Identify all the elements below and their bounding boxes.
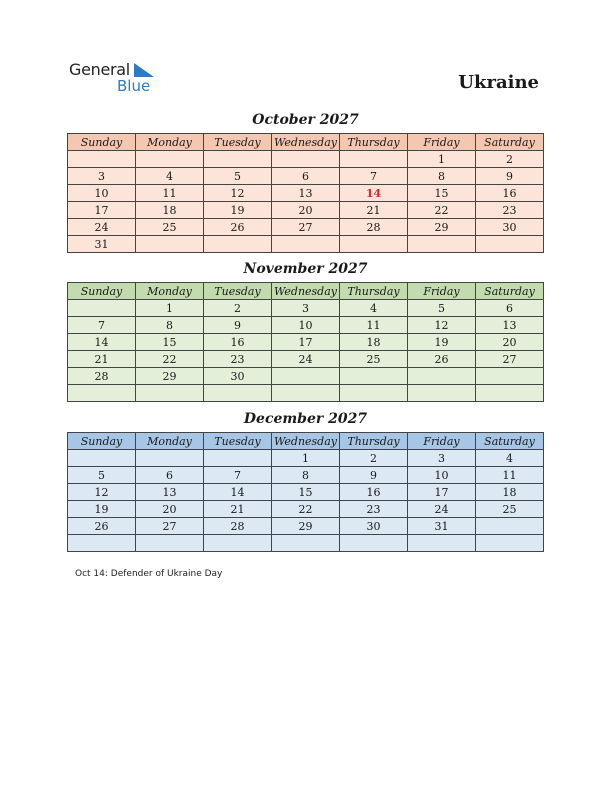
day-cell: 9 [340, 467, 408, 484]
empty-day-cell [340, 368, 408, 385]
empty-day-cell [340, 535, 408, 552]
day-cell: 18 [476, 484, 544, 501]
day-cell: 22 [272, 501, 340, 518]
country-title: Ukraine [458, 72, 539, 93]
day-cell: 4 [476, 450, 544, 467]
empty-day-cell [476, 518, 544, 535]
day-cell: 25 [340, 351, 408, 368]
month-title-october: October 2027 [252, 112, 359, 128]
logo-text-blue: Blue [117, 77, 151, 95]
empty-day-cell [68, 151, 136, 168]
weekday-header-wednesday: Wednesday [272, 134, 340, 151]
day-cell: 7 [340, 168, 408, 185]
day-cell: 8 [272, 467, 340, 484]
empty-day-cell [204, 535, 272, 552]
day-cell: 6 [136, 467, 204, 484]
weekday-header-tuesday: Tuesday [204, 283, 272, 300]
month-title-november: November 2027 [243, 261, 368, 277]
day-cell: 16 [476, 185, 544, 202]
logo-text-general: General [69, 60, 130, 79]
empty-day-cell [136, 535, 204, 552]
weekday-header-sunday: Sunday [68, 433, 136, 450]
empty-day-cell [272, 236, 340, 253]
day-cell: 4 [340, 300, 408, 317]
calendar-december [67, 432, 544, 552]
day-cell: 17 [68, 202, 136, 219]
empty-day-cell [68, 535, 136, 552]
weekday-header-saturday: Saturday [476, 283, 544, 300]
day-cell: 2 [476, 151, 544, 168]
empty-day-cell [340, 236, 408, 253]
empty-day-cell [272, 368, 340, 385]
day-cell: 7 [68, 317, 136, 334]
day-cell: 2 [340, 450, 408, 467]
day-cell: 5 [204, 168, 272, 185]
day-cell: 28 [340, 219, 408, 236]
day-cell: 20 [136, 501, 204, 518]
weekday-header-monday: Monday [136, 134, 204, 151]
day-cell: 12 [408, 317, 476, 334]
day-cell: 11 [476, 467, 544, 484]
day-cell: 1 [136, 300, 204, 317]
weekday-header-thursday: Thursday [340, 134, 408, 151]
day-cell: 6 [272, 168, 340, 185]
weekday-header-wednesday: Wednesday [272, 433, 340, 450]
week-row [68, 501, 544, 518]
day-cell: 5 [408, 300, 476, 317]
day-cell: 19 [68, 501, 136, 518]
empty-day-cell [408, 236, 476, 253]
day-cell: 17 [272, 334, 340, 351]
day-cell: 9 [476, 168, 544, 185]
day-cell: 13 [476, 317, 544, 334]
day-cell: 27 [136, 518, 204, 535]
day-cell: 17 [408, 484, 476, 501]
day-cell: 15 [408, 185, 476, 202]
weekday-header-tuesday: Tuesday [204, 433, 272, 450]
empty-day-cell [340, 385, 408, 402]
day-cell: 18 [136, 202, 204, 219]
day-cell: 15 [136, 334, 204, 351]
empty-day-cell [136, 236, 204, 253]
day-cell: 22 [136, 351, 204, 368]
day-cell: 12 [204, 185, 272, 202]
day-cell: 30 [340, 518, 408, 535]
empty-day-cell [408, 535, 476, 552]
weekday-header-wednesday: Wednesday [272, 283, 340, 300]
empty-day-cell [68, 300, 136, 317]
day-cell: 12 [68, 484, 136, 501]
day-cell: 11 [340, 317, 408, 334]
empty-day-cell [136, 151, 204, 168]
week-row [68, 518, 544, 535]
weekday-header-row [68, 433, 544, 450]
holiday-day-cell: 14 [340, 185, 408, 202]
month-title-december: December 2027 [243, 411, 368, 427]
day-cell: 23 [340, 501, 408, 518]
empty-day-cell [476, 368, 544, 385]
empty-day-cell [204, 450, 272, 467]
weekday-header-row [68, 134, 544, 151]
empty-day-cell [136, 385, 204, 402]
day-cell: 29 [408, 219, 476, 236]
day-cell: 31 [68, 236, 136, 253]
week-row [68, 236, 544, 253]
weekday-header-thursday: Thursday [340, 433, 408, 450]
weekday-header-tuesday: Tuesday [204, 134, 272, 151]
empty-day-cell [476, 535, 544, 552]
empty-day-cell [204, 236, 272, 253]
day-cell: 15 [272, 484, 340, 501]
day-cell: 18 [340, 334, 408, 351]
week-row [68, 168, 544, 185]
weekday-header-sunday: Sunday [68, 283, 136, 300]
empty-day-cell [408, 385, 476, 402]
day-cell: 10 [408, 467, 476, 484]
holiday-note: Oct 14: Defender of Ukraine Day [75, 569, 223, 579]
weekday-header-monday: Monday [136, 283, 204, 300]
weekday-header-sunday: Sunday [68, 134, 136, 151]
day-cell: 2 [204, 300, 272, 317]
weekday-header-row [68, 283, 544, 300]
calendar-october [67, 133, 544, 253]
weekday-header-friday: Friday [408, 283, 476, 300]
day-cell: 8 [136, 317, 204, 334]
day-cell: 8 [408, 168, 476, 185]
day-cell: 21 [68, 351, 136, 368]
day-cell: 25 [476, 501, 544, 518]
day-cell: 9 [204, 317, 272, 334]
empty-day-cell [476, 385, 544, 402]
day-cell: 4 [136, 168, 204, 185]
day-cell: 13 [272, 185, 340, 202]
empty-day-cell [272, 385, 340, 402]
week-row [68, 368, 544, 385]
day-cell: 24 [408, 501, 476, 518]
day-cell: 3 [408, 450, 476, 467]
logo [69, 60, 159, 96]
day-cell: 28 [68, 368, 136, 385]
day-cell: 28 [204, 518, 272, 535]
day-cell: 1 [408, 151, 476, 168]
week-row [68, 185, 544, 202]
day-cell: 24 [68, 219, 136, 236]
day-cell: 27 [476, 351, 544, 368]
logo-triangle-icon [134, 63, 154, 77]
empty-day-cell [476, 236, 544, 253]
day-cell: 16 [340, 484, 408, 501]
day-cell: 20 [272, 202, 340, 219]
day-cell: 23 [204, 351, 272, 368]
day-cell: 3 [272, 300, 340, 317]
week-row [68, 300, 544, 317]
empty-day-cell [136, 450, 204, 467]
day-cell: 11 [136, 185, 204, 202]
day-cell: 26 [408, 351, 476, 368]
day-cell: 3 [68, 168, 136, 185]
week-row [68, 535, 544, 552]
weekday-header-monday: Monday [136, 433, 204, 450]
empty-day-cell [68, 450, 136, 467]
empty-day-cell [204, 385, 272, 402]
weekday-header-saturday: Saturday [476, 433, 544, 450]
day-cell: 21 [204, 501, 272, 518]
day-cell: 19 [408, 334, 476, 351]
empty-day-cell [340, 151, 408, 168]
day-cell: 20 [476, 334, 544, 351]
week-row [68, 385, 544, 402]
day-cell: 14 [68, 334, 136, 351]
day-cell: 10 [68, 185, 136, 202]
day-cell: 30 [204, 368, 272, 385]
day-cell: 23 [476, 202, 544, 219]
day-cell: 26 [68, 518, 136, 535]
empty-day-cell [68, 385, 136, 402]
day-cell: 14 [204, 484, 272, 501]
day-cell: 30 [476, 219, 544, 236]
day-cell: 25 [136, 219, 204, 236]
week-row [68, 151, 544, 168]
day-cell: 10 [272, 317, 340, 334]
day-cell: 29 [136, 368, 204, 385]
day-cell: 27 [272, 219, 340, 236]
day-cell: 21 [340, 202, 408, 219]
weekday-header-saturday: Saturday [476, 134, 544, 151]
day-cell: 16 [204, 334, 272, 351]
week-row [68, 351, 544, 368]
empty-day-cell [272, 151, 340, 168]
day-cell: 26 [204, 219, 272, 236]
weekday-header-friday: Friday [408, 134, 476, 151]
week-row [68, 202, 544, 219]
day-cell: 13 [136, 484, 204, 501]
week-row [68, 484, 544, 501]
day-cell: 7 [204, 467, 272, 484]
week-row [68, 334, 544, 351]
empty-day-cell [204, 151, 272, 168]
day-cell: 5 [68, 467, 136, 484]
day-cell: 19 [204, 202, 272, 219]
week-row [68, 219, 544, 236]
week-row [68, 467, 544, 484]
day-cell: 6 [476, 300, 544, 317]
empty-day-cell [408, 368, 476, 385]
day-cell: 29 [272, 518, 340, 535]
week-row [68, 450, 544, 467]
weekday-header-thursday: Thursday [340, 283, 408, 300]
calendar-november [67, 282, 544, 402]
day-cell: 24 [272, 351, 340, 368]
weekday-header-friday: Friday [408, 433, 476, 450]
day-cell: 31 [408, 518, 476, 535]
week-row [68, 317, 544, 334]
day-cell: 1 [272, 450, 340, 467]
day-cell: 22 [408, 202, 476, 219]
empty-day-cell [272, 535, 340, 552]
